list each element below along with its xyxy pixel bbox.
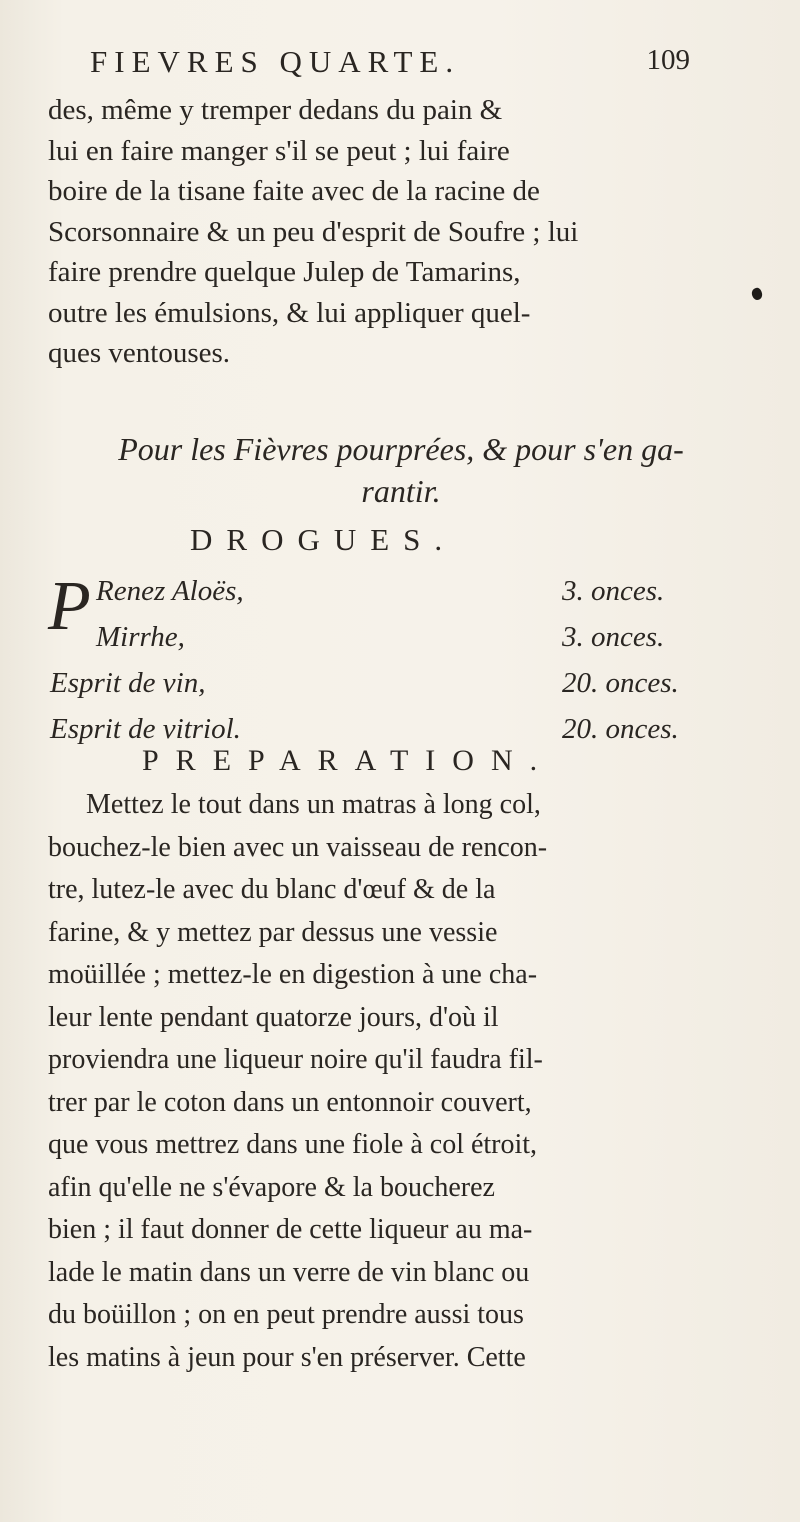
text-line: boire de la tisane faite avec de la racine de (48, 175, 540, 207)
text-line: tre, lutez-le avec du blanc d'œuf & de la (48, 874, 496, 905)
page-number: 109 (646, 44, 690, 76)
drug-name: Esprit de vin, (50, 667, 206, 699)
text-line: moüillée ; mettez-le en digestion à une cha- (48, 959, 538, 990)
text-line: ques ventouses. (48, 337, 231, 369)
text-line: Scorsonnaire & un peu d'esprit de Soufre ; lui (48, 215, 579, 248)
drug-quantity: 3. onces. (562, 575, 665, 607)
text-line: Mettez le tout dans un matras à long col, (86, 789, 541, 820)
drogues-title: DROGUES. (190, 522, 457, 557)
drug-name: Renez Aloës, (96, 575, 244, 607)
text-line: lui en faire manger s'il se peut ; lui faire (48, 134, 510, 167)
text-line: proviendra une liqueur noire qu'il faudra fil- (48, 1044, 543, 1075)
text-line: afin qu'elle ne s'évapore & la boucherez (48, 1171, 495, 1203)
heading-line: rantir. (361, 473, 441, 509)
drug-quantity: 20. onces. (562, 667, 679, 699)
text-line: trer par le coton dans un entonnoir couvert, (48, 1086, 532, 1118)
text-line: bouchez-le bien avec un vaisseau de rencon- (48, 831, 548, 863)
section-heading (48, 428, 754, 512)
paragraph-preparation (48, 784, 754, 1379)
drug-name: Esprit de vitriol. (50, 713, 241, 745)
heading-line: Pour les Fièvres pourprées, & pour s'en ga- (118, 431, 684, 467)
text-line: outre les émulsions, & lui appliquer quel- (48, 296, 531, 329)
drug-name: Mirrhe, (96, 621, 185, 653)
text-line: des, même y tremper dedans du pain & (48, 94, 503, 126)
running-title: FIEVRES QUARTE. (90, 44, 461, 79)
text-line: leur lente pendant quatorze jours, d'où il (48, 1001, 499, 1033)
drug-quantity: 20. onces. (562, 713, 679, 745)
drug-quantity: 3. onces. (562, 621, 665, 653)
page-header (90, 44, 690, 88)
preparation-title: PREPARATION. (142, 744, 555, 777)
paragraph-intro (48, 90, 754, 374)
text-line: les matins à jeun pour s'en préserver. Cette (48, 1341, 526, 1373)
text-line: bien ; il faut donner de cette liqueur au ma- (48, 1214, 533, 1245)
drug-row (50, 621, 736, 667)
text-line: du boüillon ; on en peut prendre aussi tous (48, 1299, 524, 1330)
text-line: lade le matin dans un verre de vin blanc ou (48, 1256, 530, 1288)
drop-cap-letter: P (48, 568, 91, 645)
drug-row (50, 667, 736, 713)
text-line: faire prendre quelque Julep de Tamarins, (48, 256, 521, 288)
text-line: farine, & y mettez par dessus une vessie (48, 916, 498, 948)
drug-list (50, 575, 736, 759)
text-line: que vous mettrez dans une fiole à col étroit, (48, 1129, 538, 1160)
drug-row (50, 575, 736, 621)
